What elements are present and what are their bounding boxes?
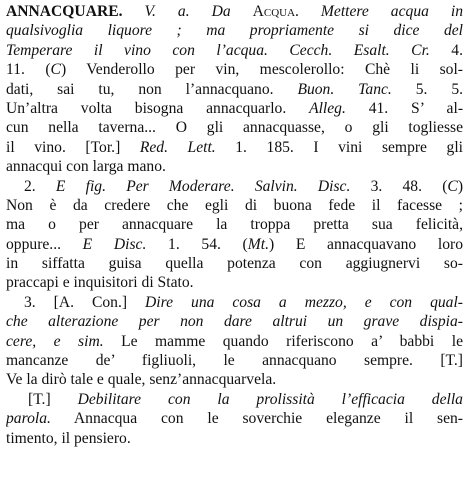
- entry-line-5: dati, sai tu, non l’annacquano. Buon. Tanc. 5. 5.: [6, 80, 463, 98]
- entry-line-8: il vino. [Tor.] Red. Lett. 1. 185. I vini sempre gli: [6, 138, 463, 156]
- entry-line-4: 11. (C) Venderollo per vin, mescolerollo: Chè li sol-: [6, 61, 463, 79]
- entry-line-14: in siffatta guisa quella potenza con aggiugnervi so-: [6, 255, 463, 273]
- entry-line-3: Temperare il vino con l’acqua. Cecch. Esalt. Cr. 4.: [6, 41, 463, 59]
- entry-line-22: parola. Annacqua con le soverchie eleganze il sen-: [6, 410, 463, 428]
- entry-line-18: cere, e sim. Le mamme quando riferiscono a’ babbi le: [6, 332, 463, 350]
- entry-line-17: che alterazione per non dare altrui un grave dispia-: [6, 313, 463, 331]
- entry-line-12: ma o per annacquare la troppa pretta sua felicità,: [6, 216, 463, 234]
- entry-line-15: praccapi e inquisitori di Stato.: [6, 274, 194, 292]
- entry-line-16: 3. [A. Con.] Dire una cosa a mezzo, e con qual-: [24, 293, 463, 311]
- entry-line-20: Ve la dirò tale e quale, senz’annacquarvela.: [6, 371, 277, 389]
- entry-line-9: annacqui con larga mano.: [6, 158, 166, 176]
- entry-line-7: cun nella taverna... O gli annacquasse, o gli togliesse: [6, 119, 463, 137]
- entry-line-11: Non è da credere che egli di buona fede il facesse ;: [6, 196, 463, 214]
- entry-line-19: mancanze de’ figliuoli, le annacquano sempre. [T.]: [6, 352, 463, 370]
- entry-line-1: ANNACQUARE. V. a. Da Acqua. Mettere acqua in: [6, 3, 463, 20]
- entry-line-6: Un’altra volta bisogna annacquarlo. Alleg. 41. S’ al-: [6, 99, 463, 117]
- entry-line-21: [T.] Debilitare con la prolissità l’efficacia della: [28, 390, 463, 408]
- entry-line-13: oppure... E Disc. 1. 54. (Mt.) E annacquavano loro: [6, 235, 463, 253]
- entry-line-10: 2. E fig. Per Moderare. Salvin. Disc. 3. 48. (C): [24, 177, 463, 195]
- entry-line-23: timento, il pensiero.: [6, 429, 131, 447]
- entry-line-2: qualsivoglia liquore ; ma propriamente si dice del: [6, 22, 463, 40]
